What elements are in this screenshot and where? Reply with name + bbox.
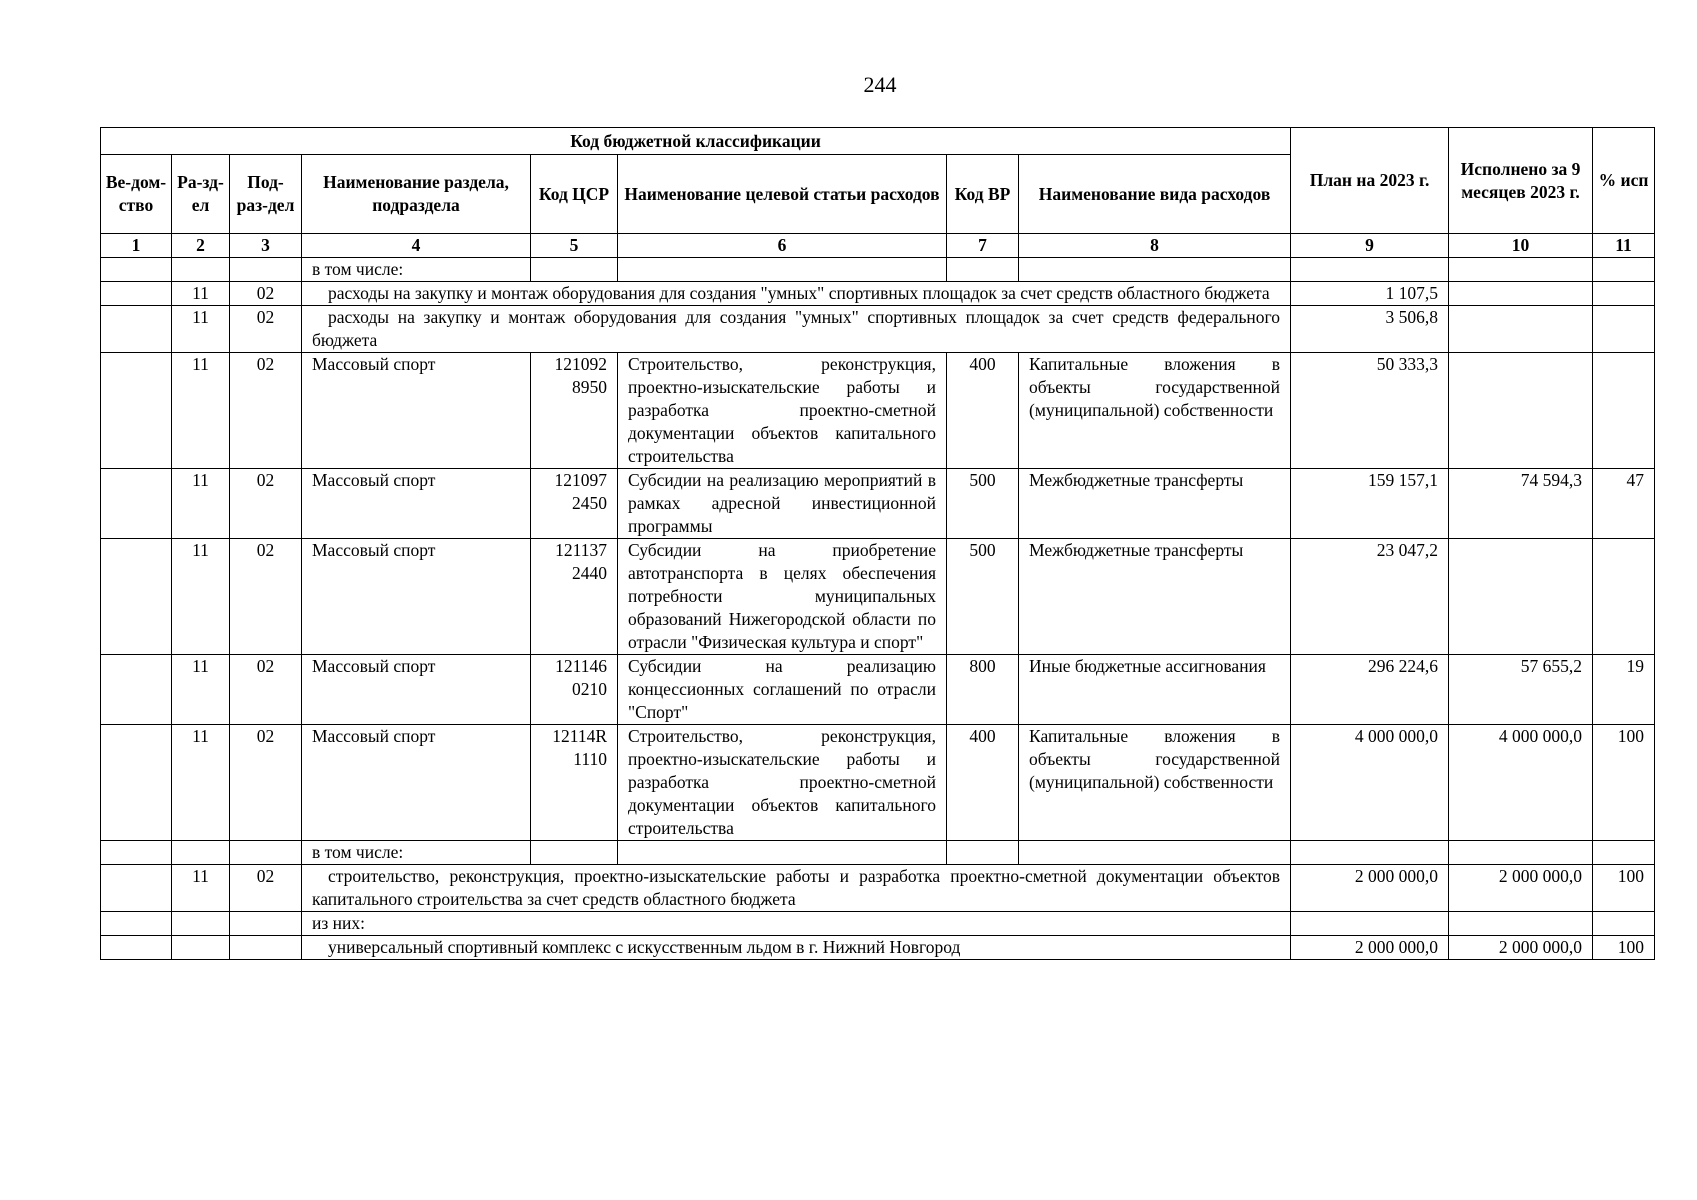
table-row [101,841,1655,865]
cell-plan: 4 000 000,0 [1291,725,1449,841]
cell-executed: 57 655,2 [1449,655,1593,725]
cell-empty [1593,912,1655,936]
cell-razdel: 11 [172,655,230,725]
cell-vr: 400 [947,725,1019,841]
table-row [101,936,1655,960]
header-vr-name: Наименование вида расходов [1019,155,1291,234]
cell-plan: 3 506,8 [1291,306,1449,353]
cell-vr-name: Иные бюджетные ассигнования [1019,655,1291,725]
cell-empty [947,258,1019,282]
column-number: 10 [1449,234,1593,258]
table-row [101,725,1655,841]
cell-vedomstvo [101,865,172,912]
cell-plan: 2 000 000,0 [1291,936,1449,960]
cell-empty [230,936,302,960]
cell-empty [172,912,230,936]
cell-percent: 19 [1593,655,1655,725]
column-number: 11 [1593,234,1655,258]
cell-empty [172,841,230,865]
cell-empty [531,258,618,282]
cell-vr: 500 [947,469,1019,539]
cell-razdel: 11 [172,725,230,841]
cell-empty [1593,258,1655,282]
cell-description: расходы на закупку и монтаж оборудования для создания "умных" спортивных площадок за счет средств областного бюджета [302,282,1291,306]
cell-vr-name: Капитальные вложения в объекты государственной (муниципальной) собственности [1019,725,1291,841]
cell-empty [1449,258,1593,282]
header-podrazdel: Под-раз-дел [230,155,302,234]
cell-empty [1449,912,1593,936]
cell-executed [1449,306,1593,353]
column-number: 7 [947,234,1019,258]
table-row [101,306,1655,353]
cell-vr-name: Межбюджетные трансферты [1019,469,1291,539]
header-executed: Исполнено за 9 месяцев 2023 г. [1449,128,1593,234]
cell-vedomstvo [101,539,172,655]
cell-podrazdel: 02 [230,725,302,841]
row-label: в том числе: [302,258,531,282]
cell-razdel: 11 [172,353,230,469]
cell-empty [531,841,618,865]
header-plan: План на 2023 г. [1291,128,1449,234]
cell-csr: 12114R 1110 [531,725,618,841]
cell-razdel-name: Массовый спорт [302,725,531,841]
cell-podrazdel: 02 [230,469,302,539]
table-row [101,912,1655,936]
cell-empty [230,841,302,865]
cell-target-name: Субсидии на реализацию мероприятий в рамках адресной инвестиционной программы [618,469,947,539]
cell-percent [1593,539,1655,655]
cell-podrazdel: 02 [230,282,302,306]
cell-plan: 2 000 000,0 [1291,865,1449,912]
cell-podrazdel: 02 [230,655,302,725]
column-number-row [101,234,1655,258]
cell-podrazdel: 02 [230,539,302,655]
cell-executed: 2 000 000,0 [1449,936,1593,960]
table-row [101,655,1655,725]
cell-empty [1291,841,1449,865]
cell-razdel-name: Массовый спорт [302,655,531,725]
column-number: 6 [618,234,947,258]
group-header: Код бюджетной классификации [101,128,1291,155]
cell-empty [101,936,172,960]
cell-empty [1019,258,1291,282]
table-row [101,282,1655,306]
cell-csr: 121092 8950 [531,353,618,469]
column-number: 5 [531,234,618,258]
column-number: 8 [1019,234,1291,258]
cell-percent: 100 [1593,865,1655,912]
column-number: 4 [302,234,531,258]
cell-vedomstvo [101,469,172,539]
cell-vedomstvo [101,353,172,469]
cell-empty [1593,841,1655,865]
cell-vr: 500 [947,539,1019,655]
cell-plan: 23 047,2 [1291,539,1449,655]
cell-vr-name: Межбюджетные трансферты [1019,539,1291,655]
cell-percent [1593,306,1655,353]
cell-executed [1449,539,1593,655]
cell-executed [1449,353,1593,469]
cell-executed: 4 000 000,0 [1449,725,1593,841]
cell-executed: 74 594,3 [1449,469,1593,539]
table-row [101,539,1655,655]
cell-csr: 121137 2440 [531,539,618,655]
cell-vedomstvo [101,655,172,725]
cell-vedomstvo [101,306,172,353]
cell-percent: 100 [1593,725,1655,841]
header-razdel: Ра-зд-ел [172,155,230,234]
table-row [101,353,1655,469]
cell-podrazdel: 02 [230,353,302,469]
cell-target-name: Субсидии на реализацию концессионных соглашений по отрасли "Спорт" [618,655,947,725]
cell-empty [1291,258,1449,282]
cell-percent [1593,353,1655,469]
cell-empty [101,912,172,936]
cell-empty [172,258,230,282]
cell-csr: 121097 2450 [531,469,618,539]
cell-plan: 159 157,1 [1291,469,1449,539]
cell-description: строительство, реконструкция, проектно-изыскательские работы и разработка проектно-сметной документации объектов капитального строительства за счет средств областного бюджета [302,865,1291,912]
column-number: 3 [230,234,302,258]
cell-razdel-name: Массовый спорт [302,539,531,655]
cell-percent [1593,282,1655,306]
cell-razdel: 11 [172,282,230,306]
cell-razdel: 11 [172,865,230,912]
cell-target-name: Субсидии на приобретение автотранспорта в целях обеспечения потребности муниципальных образований Нижегородской области по отрасли "Физическая культура и спорт" [618,539,947,655]
cell-razdel-name: Массовый спорт [302,469,531,539]
header-target-name: Наименование целевой статьи расходов [618,155,947,234]
header-vr: Код ВР [947,155,1019,234]
cell-empty [101,841,172,865]
cell-empty [230,912,302,936]
cell-podrazdel: 02 [230,306,302,353]
cell-empty [1449,841,1593,865]
cell-plan: 1 107,5 [1291,282,1449,306]
cell-empty [618,258,947,282]
header-csr: Код ЦСР [531,155,618,234]
cell-executed [1449,282,1593,306]
header-vedomstvo: Ве-дом-ство [101,155,172,234]
cell-description: универсальный спортивный комплекс с искусственным льдом в г. Нижний Новгород [302,936,1291,960]
cell-vr-name: Капитальные вложения в объекты государственной (муниципальной) собственности [1019,353,1291,469]
budget-table [100,127,1655,960]
cell-empty [101,258,172,282]
cell-csr: 121146 0210 [531,655,618,725]
cell-empty [947,841,1019,865]
cell-podrazdel: 02 [230,865,302,912]
cell-razdel-name: Массовый спорт [302,353,531,469]
cell-vr: 400 [947,353,1019,469]
cell-empty [1019,841,1291,865]
column-number: 2 [172,234,230,258]
table-row [101,258,1655,282]
cell-percent: 47 [1593,469,1655,539]
page-number: 244 [863,72,897,97]
cell-plan: 50 333,3 [1291,353,1449,469]
cell-empty [618,841,947,865]
cell-empty [172,936,230,960]
cell-razdel: 11 [172,469,230,539]
cell-empty [1291,912,1449,936]
header-percent: % исп [1593,128,1655,234]
cell-description: расходы на закупку и монтаж оборудования для создания "умных" спортивных площадок за счет средств федерального бюджета [302,306,1291,353]
cell-target-name: Строительство, реконструкция, проектно-изыскательские работы и разработка проектно-сметной документации объектов капитального строительства [618,353,947,469]
row-label: в том числе: [302,841,531,865]
column-number: 1 [101,234,172,258]
header-razdel-name: Наименование раздела, подраздела [302,155,531,234]
table-row [101,469,1655,539]
cell-vedomstvo [101,282,172,306]
cell-executed: 2 000 000,0 [1449,865,1593,912]
cell-percent: 100 [1593,936,1655,960]
row-label: из них: [302,912,1291,936]
cell-razdel: 11 [172,306,230,353]
cell-empty [230,258,302,282]
cell-vr: 800 [947,655,1019,725]
cell-razdel: 11 [172,539,230,655]
cell-vedomstvo [101,725,172,841]
column-number: 9 [1291,234,1449,258]
cell-plan: 296 224,6 [1291,655,1449,725]
cell-target-name: Строительство, реконструкция, проектно-изыскательские работы и разработка проектно-сметной документации объектов капитального строительства [618,725,947,841]
table-row [101,865,1655,912]
